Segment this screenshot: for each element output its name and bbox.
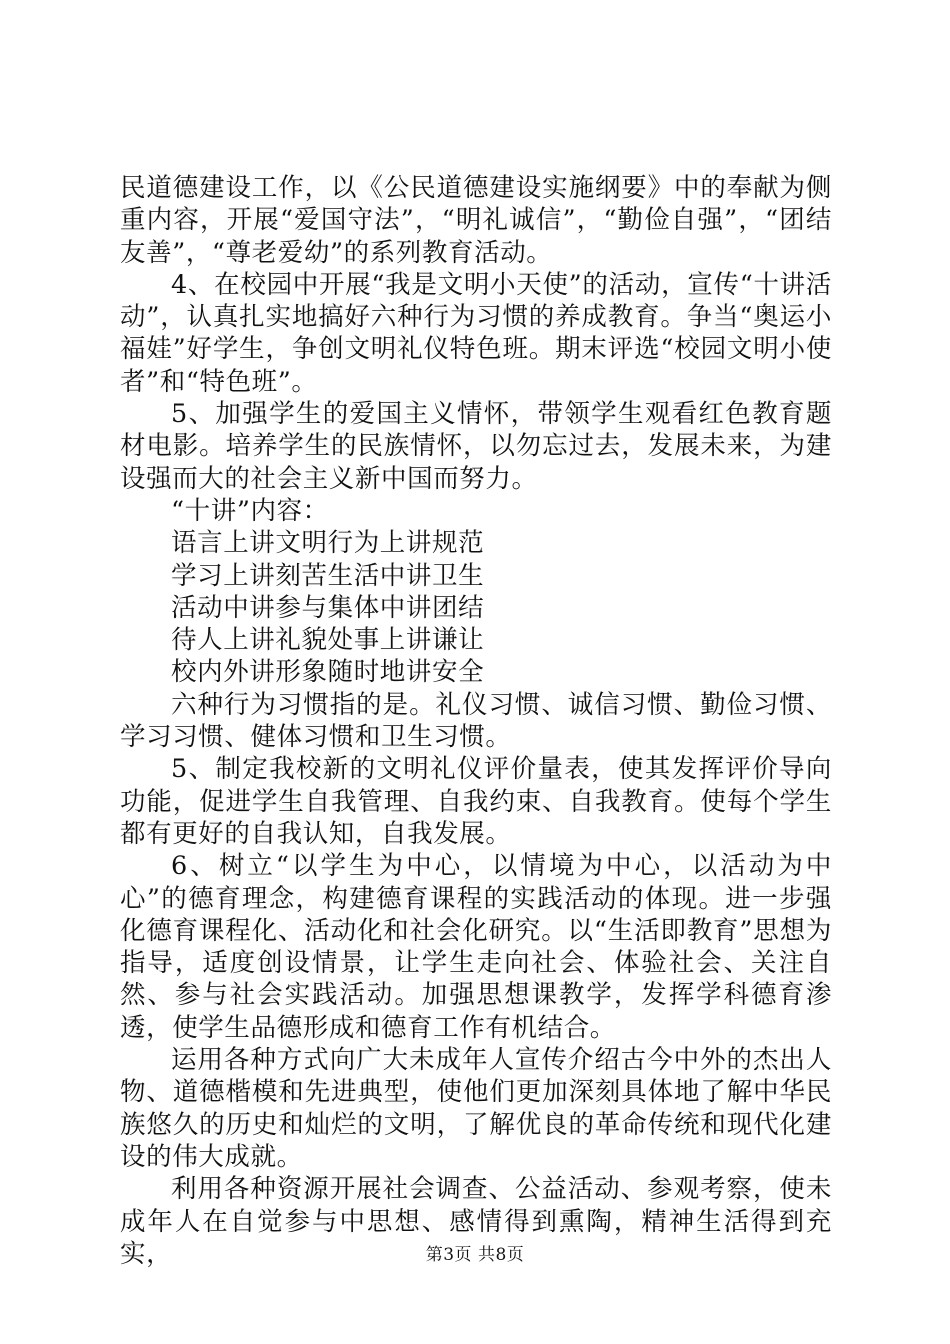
paragraph-1: 民道德建设工作，以《公民道德建设实施纲要》中的奉献为侧重内容，开展“爱国守法”，“明礼诚信”，“勤俭自强”，“团结友善”，“尊老爱幼”的系列教育活动。 <box>120 173 832 268</box>
ten-talks-item: 语言上讲文明行为上讲规范 <box>171 528 485 559</box>
ten-talks-item: 活动中讲参与集体中讲团结 <box>171 592 485 623</box>
paragraph-2: 4、在校园中开展“我是文明小天使”的活动，宣传“十讲活动”，认真扎实地搞好六种行为习惯的养成教育。争当“奥运小福娃”好学生，争创文明礼仪特色班。期末评选“校园文明小使者”和“特色班”。 <box>120 269 832 397</box>
document-body <box>120 172 832 1270</box>
ten-talks-item: 校内外讲形象随时地讲安全 <box>171 657 485 688</box>
paragraph-resources: 利用各种资源开展社会调查、公益活动、参观考察，使未成年人在自觉参与中思想、感情得到熏陶，精神生活得到充实， <box>120 1174 832 1269</box>
paragraph-evaluation: 5、制定我校新的文明礼仪评价量表，使其发挥评价导向功能，促进学生自我管理、自我约束、自我教育。使每个学生都有更好的自我认知，自我发展。 <box>120 754 832 849</box>
page-number-footer: 第3页 共8页 <box>425 1245 525 1265</box>
ten-talks-heading: “十讲”内容： <box>171 495 329 526</box>
ten-talks-item: 学习上讲刻苦生活中讲卫生 <box>171 560 485 591</box>
paragraph-3: 5、加强学生的爱国主义情怀，带领学生观看红色教育题材电影。培养学生的民族情怀，以勿忘过去，发展未来，为建设强而大的社会主义新中国而努力。 <box>120 399 832 494</box>
paragraph-publicity: 运用各种方式向广大未成年人宣传介绍古今中外的杰出人物、道德楷模和先进典型，使他们更加深刻具体地了解中华民族悠久的历史和灿烂的文明，了解优良的革命传统和现代化建设的伟大成就。 <box>120 1045 832 1172</box>
paragraph-moral-education: 6、树立“以学生为中心，以情境为中心，以活动为中心”的德育理念，构建德育课程的实践活动的体现。进一步强化德育课程化、活动化和社会化研究。以“生活即教育”思想为指导，适度创设情景，让学生走向社会、体验社会、关注自然、参与社会实践活动。加强思想课教学，发挥学科德育渗透，使学生品德形成和德育工作有机结合。 <box>120 851 832 1043</box>
ten-talks-item: 待人上讲礼貌处事上讲谦让 <box>171 625 485 656</box>
paragraph-habits: 六种行为习惯指的是。礼仪习惯、诚信习惯、勤俭习惯、学习习惯、健体习惯和卫生习惯。 <box>120 689 832 753</box>
